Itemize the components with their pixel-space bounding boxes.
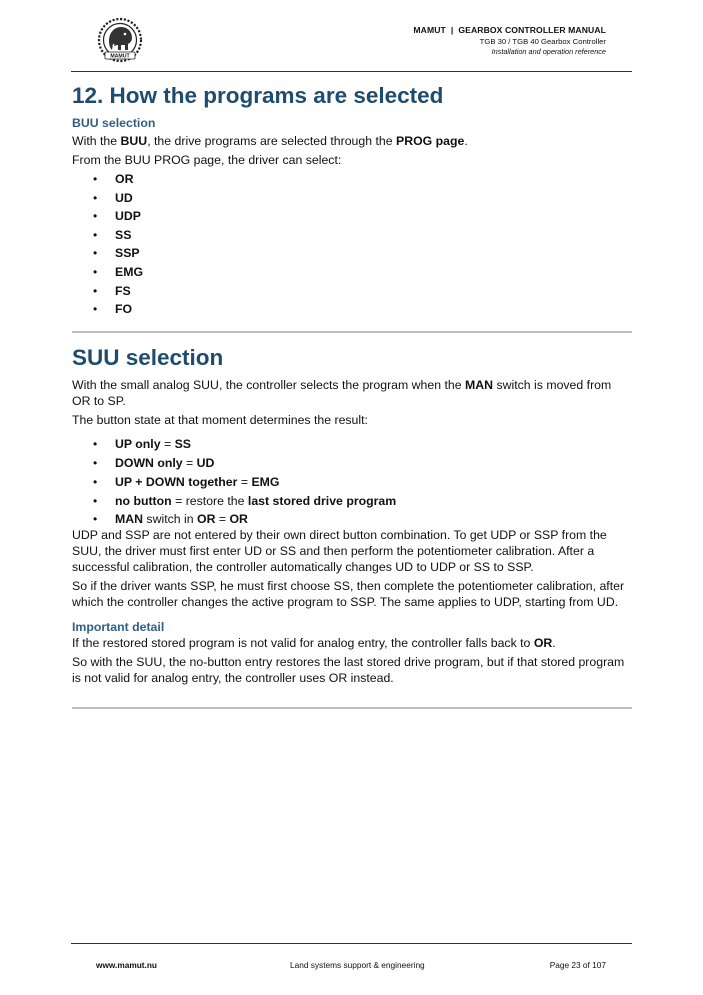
suu-button-state-text: The button state at that moment determines the result: [72, 413, 368, 428]
list-item: • FS [72, 283, 632, 299]
buu-heading: BUU selection [72, 116, 156, 130]
mamut-logo [94, 17, 146, 63]
list-item: • SS [72, 227, 632, 243]
page-number: Page 23 of 107 [549, 960, 606, 970]
list-item: • OR [72, 171, 632, 187]
footer-tagline: Land systems support & engineering [290, 960, 425, 970]
list-item: • MAN switch in OR = OR [72, 511, 632, 527]
document-header [413, 25, 606, 57]
page-content [72, 82, 632, 709]
list-item: • UD [72, 190, 632, 206]
header-divider [71, 71, 632, 72]
page-title: 12. How the programs are selected [72, 83, 444, 108]
suu-heading: SUU selection [72, 345, 224, 371]
list-item: • SSP [72, 245, 632, 261]
list-item: • DOWN only = UD [72, 455, 632, 471]
buu-select-text: From the BUU PROG page, the driver can select: [72, 153, 342, 167]
suu-example-text: So if the driver wants SSP, he must first choose SS, then complete the potentiometer calibration, after which the controller changes the active program to SSP. The same applies to UDP, starting from UD. [72, 579, 625, 610]
suu-calibration-text: UDP and SSP are not entered by their own direct button combination. To get UDP or SSP from the SUU, the driver must first enter UD or SS and then perform the potentiometer calibration. After a successful calibration, the controller automatically changes UD to UDP or SS to SSP. [72, 528, 607, 575]
header-subtitle: TGB 30 / TGB 40 Gearbox Controller [479, 37, 606, 46]
suu-rule-list [72, 436, 632, 527]
buu-program-list [72, 171, 632, 317]
list-item: • UP + DOWN together = EMG [72, 474, 632, 490]
list-item: • no button = restore the last stored drive program [72, 493, 632, 509]
section-divider [72, 331, 632, 333]
list-item: • UDP [72, 208, 632, 224]
suu-intro: With the small analog SUU, the controller selects the program when the MAN switch is moved from OR to SP. [72, 378, 612, 409]
header-tagline: Installation and operation reference [491, 47, 606, 56]
footer-website: www.mamut.nu [96, 960, 157, 970]
header-title: MAMUT | GEARBOX CONTROLLER MANUAL [413, 25, 606, 35]
important-summary-text: So with the SUU, the no-button entry restores the last stored drive program, but if that stored program is not valid for analog entry, the controller uses OR instead. [72, 655, 625, 686]
buu-intro: With the BUU, the drive programs are selected through the PROG page. [72, 134, 468, 148]
list-item: • UP only = SS [72, 436, 632, 452]
svg-text:MAMUT: MAMUT [110, 53, 130, 60]
section-divider [72, 707, 632, 709]
important-fallback-text: If the restored stored program is not valid for analog entry, the controller falls back to OR. [72, 636, 556, 651]
important-heading: Important detail [72, 620, 165, 635]
list-item: • EMG [72, 264, 632, 280]
list-item: • FO [72, 301, 632, 317]
footer-divider [71, 943, 632, 944]
